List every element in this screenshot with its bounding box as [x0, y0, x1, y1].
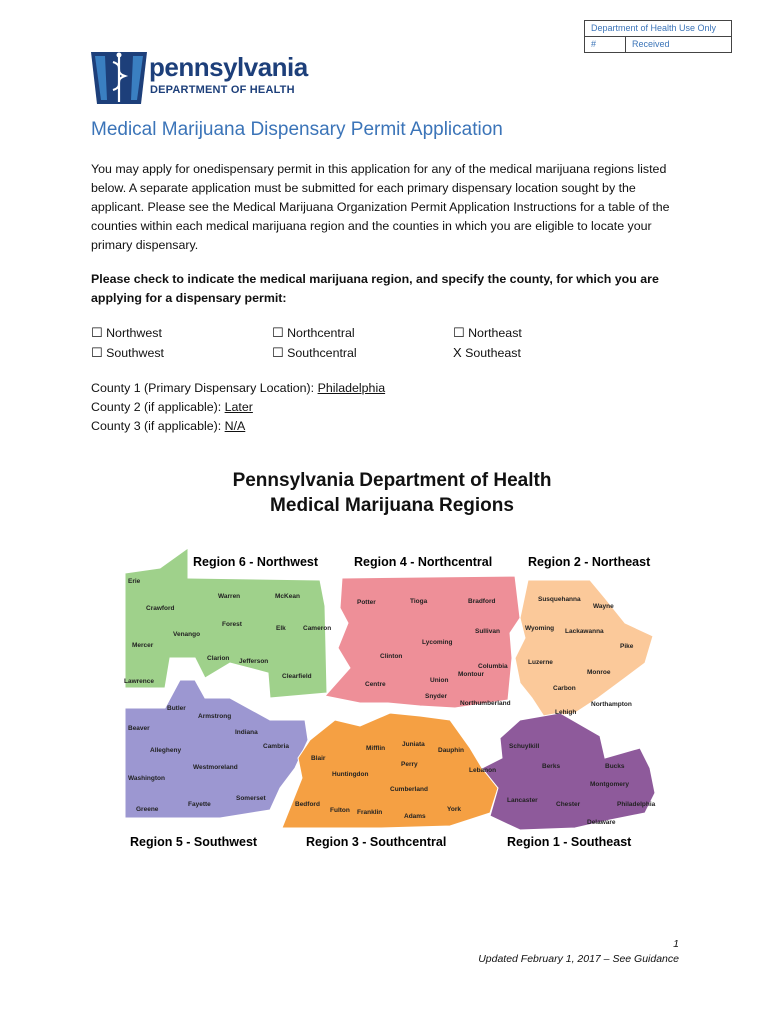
- county-label-allegheny: Allegheny: [150, 747, 182, 754]
- checkbox-southcentral[interactable]: ☐: [272, 345, 284, 360]
- county-label-clinton: Clinton: [380, 653, 403, 660]
- county-label-fulton: Fulton: [330, 807, 350, 814]
- county-2-field[interactable]: Later: [224, 400, 253, 414]
- county-label-blair: Blair: [311, 755, 326, 762]
- page-number: 1: [673, 938, 679, 950]
- county-label-schuylkill: Schuylkill: [509, 743, 540, 750]
- county-3-row: [91, 419, 245, 433]
- intro-paragraph: You may apply for onedispensary permit in this application for any of the medical marijuana regions listed below. A separate application must be submitted for each primary dispensary location sought by the applicant. Please see the Medical Marijuana Organization Permit Application Instructions for a table of the counties within each medical marijuana region and the counties in which you are eligible to locate your primary dispensary.: [91, 162, 670, 252]
- county-label-york: York: [447, 806, 461, 813]
- county-label-butler: Butler: [167, 705, 186, 712]
- region-option-northcentral[interactable]: [272, 325, 355, 341]
- region-1-label: Region 1 - Southeast: [507, 835, 632, 849]
- received-cell: Received: [632, 39, 670, 49]
- county-label-lehigh: Lehigh: [555, 709, 577, 716]
- county-1-field[interactable]: Philadelphia: [317, 381, 386, 395]
- county-label-mckean: McKean: [275, 593, 300, 600]
- county-label-huntingdon: Huntingdon: [332, 771, 369, 778]
- county-label-luzerne: Luzerne: [528, 659, 553, 666]
- county-label-chester: Chester: [556, 801, 581, 808]
- county-label-centre: Centre: [365, 681, 386, 688]
- county-label-adams: Adams: [404, 813, 426, 820]
- county-label-beaver: Beaver: [128, 725, 150, 732]
- county-label-delaware: Delaware: [587, 819, 616, 826]
- county-3-field[interactable]: N/A: [224, 419, 246, 433]
- county-label-washington: Washington: [128, 775, 165, 782]
- county-label-westmoreland: Westmoreland: [193, 764, 238, 771]
- county-label-crawford: Crawford: [146, 605, 175, 612]
- county-label-clearfield: Clearfield: [282, 673, 312, 680]
- county-label-elk: Elk: [276, 625, 286, 632]
- county-label-lawrence: Lawrence: [124, 678, 154, 685]
- county-label-forest: Forest: [222, 621, 242, 628]
- county-label-pike: Pike: [620, 643, 634, 650]
- county-label-monroe: Monroe: [587, 669, 611, 676]
- county-label-cambria: Cambria: [263, 743, 290, 750]
- county-label-wayne: Wayne: [593, 603, 614, 610]
- county-label-carbon: Carbon: [553, 685, 576, 692]
- region-option-northwest[interactable]: [91, 325, 162, 341]
- county-label-greene: Greene: [136, 806, 159, 813]
- county-label-lycoming: Lycoming: [422, 639, 453, 646]
- regions-map: [120, 458, 665, 858]
- region-label-northwest: Northwest: [106, 326, 162, 340]
- county-label-cameron: Cameron: [303, 625, 332, 632]
- region-3-label: Region 3 - Southcentral: [306, 835, 447, 849]
- county-label-indiana: Indiana: [235, 729, 258, 736]
- county-label-venango: Venango: [173, 631, 201, 638]
- county-label-juniata: Juniata: [402, 741, 425, 748]
- county-label-lancaster: Lancaster: [507, 797, 538, 804]
- county-label-northumberland: Northumberland: [460, 700, 511, 707]
- region-label-southeast: Southeast: [465, 346, 521, 360]
- county-label-perry: Perry: [401, 761, 418, 768]
- pa-health-logo: [91, 48, 311, 106]
- county-label-snyder: Snyder: [425, 693, 448, 700]
- county-label-armstrong: Armstrong: [198, 713, 232, 720]
- department-use-box: [584, 20, 732, 53]
- region-2-label: Region 2 - Northeast: [528, 555, 651, 569]
- county-label-warren: Warren: [218, 593, 241, 600]
- region-5-label: Region 5 - Southwest: [130, 835, 258, 849]
- checkbox-northeast[interactable]: ☐: [453, 325, 465, 340]
- map-title-line2: Medical Marijuana Regions: [270, 495, 514, 516]
- page-title: Medical Marijuana Dispensary Permit Application: [91, 119, 503, 140]
- region-6-label: Region 6 - Northwest: [193, 555, 319, 569]
- region-shape-southcentral: [282, 713, 498, 828]
- county-label-northampton: Northampton: [591, 701, 632, 708]
- checkbox-northcentral[interactable]: ☐: [272, 325, 284, 340]
- county-label-clarion: Clarion: [207, 655, 230, 662]
- county-label-philadelphia: Philadelphia: [617, 801, 656, 808]
- county-label-montgomery: Montgomery: [590, 781, 629, 788]
- map-title-line1: Pennsylvania Department of Health: [232, 470, 552, 491]
- region-option-southeast[interactable]: [453, 345, 521, 360]
- region-option-southcentral[interactable]: [272, 345, 357, 361]
- county-label-tioga: Tioga: [410, 598, 428, 605]
- region-4-label: Region 4 - Northcentral: [354, 555, 493, 569]
- county-label-somerset: Somerset: [236, 795, 266, 802]
- logo-wordmark: pennsylvania: [149, 52, 308, 82]
- county-label-lackawanna: Lackawanna: [565, 628, 604, 635]
- county-label-bedford: Bedford: [295, 801, 320, 808]
- county-label-cumberland: Cumberland: [390, 786, 428, 793]
- checkbox-southwest[interactable]: ☐: [91, 345, 103, 360]
- region-option-northeast[interactable]: [453, 325, 522, 341]
- region-shape-southeast: [482, 713, 655, 830]
- county-label-jefferson: Jefferson: [239, 658, 269, 665]
- county-label-dauphin: Dauphin: [438, 747, 464, 754]
- region-label-southcentral: Southcentral: [287, 346, 357, 360]
- application-number-cell: #: [585, 37, 626, 52]
- county-label-potter: Potter: [357, 599, 376, 606]
- county-1-label: County 1 (Primary Dispensary Location):: [91, 381, 315, 395]
- county-label-bradford: Bradford: [468, 598, 496, 605]
- region-label-northcentral: Northcentral: [287, 326, 355, 340]
- checkbox-southeast[interactable]: X: [453, 345, 462, 360]
- department-use-label: Department of Health Use Only: [585, 21, 731, 37]
- checkbox-northwest[interactable]: ☐: [91, 325, 103, 340]
- region-option-southwest[interactable]: [91, 345, 164, 361]
- region-label-southwest: Southwest: [106, 346, 164, 360]
- county-2-row: [91, 400, 253, 414]
- county-3-label: County 3 (if applicable):: [91, 419, 222, 433]
- footer-updated: Updated February 1, 2017 – See Guidance: [478, 953, 679, 965]
- county-label-columbia: Columbia: [478, 663, 508, 670]
- county-2-label: County 2 (if applicable):: [91, 400, 222, 414]
- county-label-sullivan: Sullivan: [475, 628, 500, 635]
- county-label-mercer: Mercer: [132, 642, 154, 649]
- logo-subtitle: DEPARTMENT OF HEALTH: [150, 84, 295, 96]
- county-label-lebanon: Lebanon: [469, 767, 497, 774]
- county-label-susquehanna: Susquehanna: [538, 596, 581, 603]
- county-label-montour: Montour: [458, 671, 484, 678]
- county-label-berks: Berks: [542, 763, 561, 770]
- county-label-mifflin: Mifflin: [366, 745, 386, 752]
- county-label-union: Union: [430, 677, 449, 684]
- county-label-wyoming: Wyoming: [525, 625, 555, 632]
- county-label-fayette: Fayette: [188, 801, 211, 808]
- county-label-franklin: Franklin: [357, 809, 383, 816]
- county-label-bucks: Bucks: [605, 763, 625, 770]
- instruction-text: Please check to indicate the medical marijuana region, and specify the county, for which you are applying for a dispensary permit:: [91, 272, 659, 305]
- county-1-row: [91, 381, 385, 395]
- county-label-erie: Erie: [128, 578, 141, 585]
- region-label-northeast: Northeast: [468, 326, 522, 340]
- keystone-icon: [91, 48, 147, 106]
